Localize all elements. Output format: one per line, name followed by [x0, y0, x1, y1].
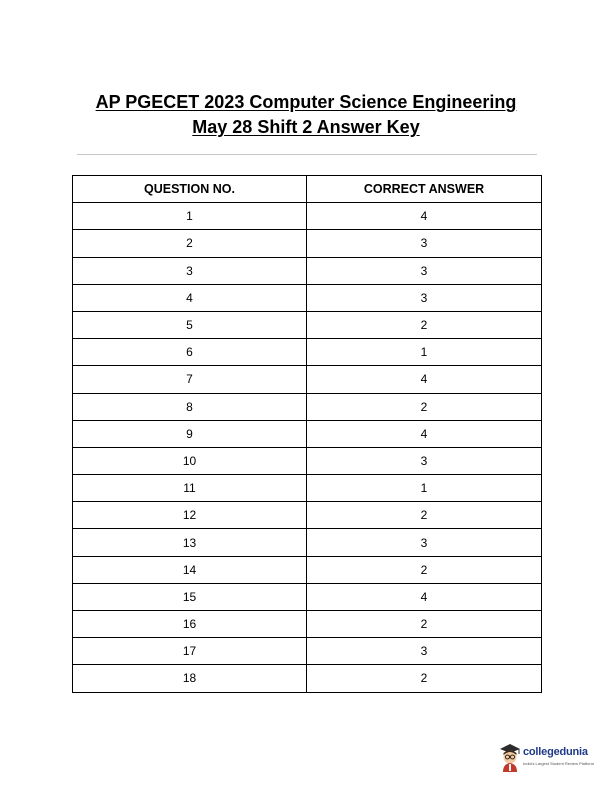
table-row: [73, 311, 542, 338]
table-row: [73, 230, 542, 257]
table-row: [73, 556, 542, 583]
correct-answer-cell: 3: [307, 638, 542, 665]
correct-answer-cell: 2: [307, 311, 542, 338]
question-number-cell: 9: [73, 420, 307, 447]
question-number-cell: 4: [73, 284, 307, 311]
question-number-cell: 2: [73, 230, 307, 257]
table-row: [73, 529, 542, 556]
table-row: [73, 502, 542, 529]
question-number-cell: 18: [73, 665, 307, 692]
question-number-cell: 11: [73, 475, 307, 502]
answer-key-body: [73, 203, 542, 692]
correct-answer-cell: 3: [307, 284, 542, 311]
table-row: [73, 583, 542, 610]
correct-answer-cell: 4: [307, 203, 542, 230]
question-number-cell: 3: [73, 257, 307, 284]
correct-answer-cell: 2: [307, 502, 542, 529]
table-row: [73, 420, 542, 447]
brand-tagline: India's Largest Student Review Platform: [523, 761, 595, 766]
table-header-row: [73, 176, 542, 203]
correct-answer-cell: 1: [307, 339, 542, 366]
table-row: [73, 366, 542, 393]
question-number-cell: 10: [73, 447, 307, 474]
correct-answer-cell: 3: [307, 257, 542, 284]
table-row: [73, 393, 542, 420]
question-number-cell: 1: [73, 203, 307, 230]
correct-answer-cell: 1: [307, 475, 542, 502]
table-row: [73, 611, 542, 638]
correct-answer-cell: 3: [307, 230, 542, 257]
correct-answer-cell: 2: [307, 611, 542, 638]
page-title-line1: AP PGECET 2023 Computer Science Engineering: [95, 92, 517, 112]
question-number-cell: 17: [73, 638, 307, 665]
correct-answer-cell: 4: [307, 366, 542, 393]
question-number-cell: 12: [73, 502, 307, 529]
correct-answer-cell: 3: [307, 529, 542, 556]
correct-answer-cell: 4: [307, 420, 542, 447]
table-row: [73, 475, 542, 502]
page-title-line2: May 28 Shift 2 Answer Key: [192, 117, 420, 137]
table-row: [73, 447, 542, 474]
header-question-no: QUESTION NO.: [73, 176, 307, 203]
question-number-cell: 7: [73, 366, 307, 393]
table-row: [73, 339, 542, 366]
table-row: [73, 203, 542, 230]
student-mascot-icon: [498, 742, 522, 774]
correct-answer-cell: 3: [307, 447, 542, 474]
table-row: [73, 284, 542, 311]
question-number-cell: 8: [73, 393, 307, 420]
question-number-cell: 13: [73, 529, 307, 556]
answer-key-table: [72, 175, 542, 693]
question-number-cell: 16: [73, 611, 307, 638]
question-number-cell: 14: [73, 556, 307, 583]
question-number-cell: 15: [73, 583, 307, 610]
table-row: [73, 257, 542, 284]
brand-name: collegedunia: [523, 746, 588, 758]
title-divider: [77, 154, 537, 155]
correct-answer-cell: 2: [307, 556, 542, 583]
question-number-cell: 6: [73, 339, 307, 366]
correct-answer-cell: 2: [307, 665, 542, 692]
collegedunia-logo: [498, 742, 610, 776]
correct-answer-cell: 2: [307, 393, 542, 420]
correct-answer-cell: 4: [307, 583, 542, 610]
table-row: [73, 665, 542, 692]
question-number-cell: 5: [73, 311, 307, 338]
table-row: [73, 638, 542, 665]
header-correct-answer: CORRECT ANSWER: [307, 176, 542, 203]
